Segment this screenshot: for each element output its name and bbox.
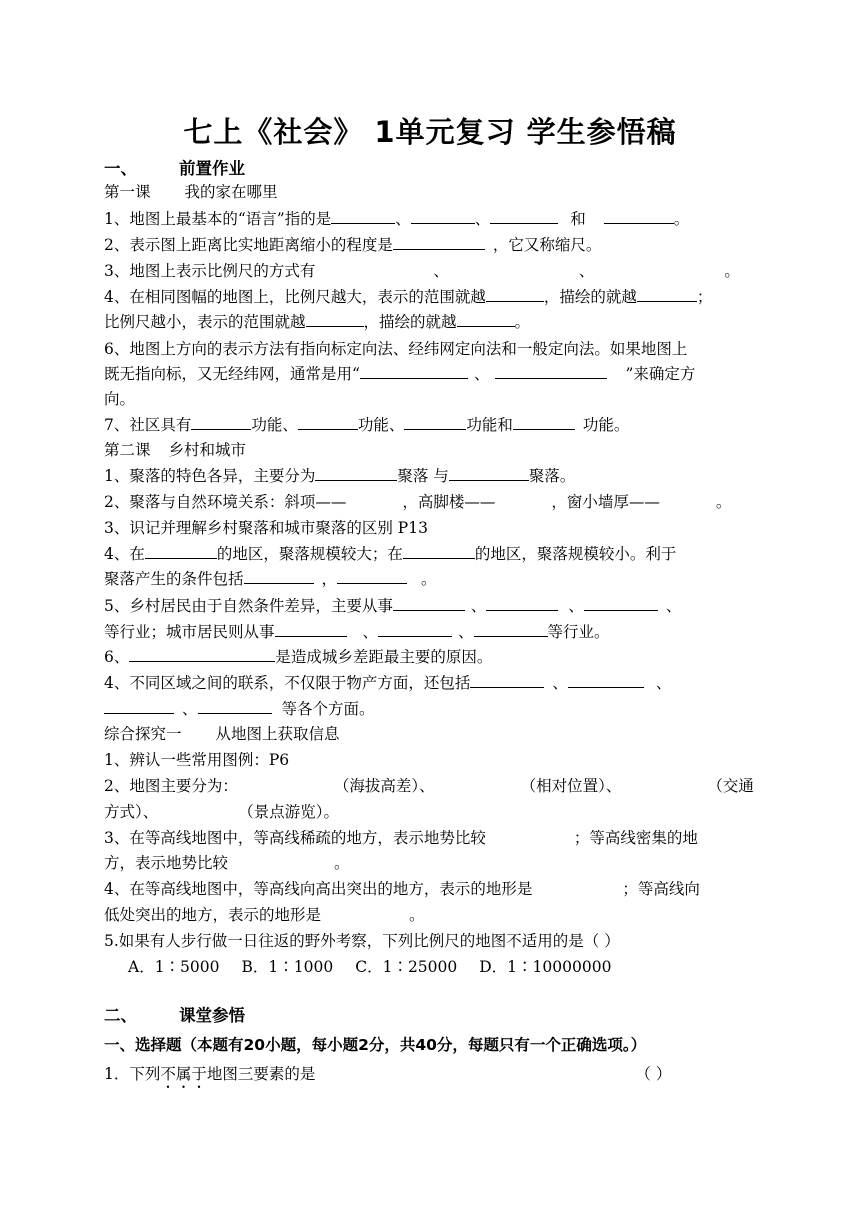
answer-blank[interactable] (337, 567, 407, 584)
explore-heading (104, 722, 760, 746)
question-line: 5.如果有人步行做一日往返的野外考察，下列比例尺的地图不适用的是（ ） (104, 932, 620, 950)
answer-blank[interactable] (404, 413, 466, 430)
question-line: 等行业；城市居民则从事 、 、 等行业。 (104, 620, 760, 644)
question-line: 3、识记并理解乡村聚落和城市聚落的区别 P13 (104, 519, 428, 537)
choice-option[interactable]: B．1∶1000 (241, 958, 334, 976)
answer-blank[interactable] (486, 594, 558, 611)
answer-blank[interactable] (403, 542, 475, 559)
section-heading-1 (104, 157, 760, 181)
question-line: 7、社区具有 功能、 功能、 功能和 功能。 (104, 413, 760, 437)
section-number: 一、 (104, 159, 137, 178)
question-line: 向。 (104, 390, 136, 408)
answer-blank[interactable] (470, 671, 544, 688)
question-line: 既无指向标，又无经纬网，通常是用“ 、 ”来确定方 (104, 362, 760, 386)
answer-blank[interactable] (457, 310, 515, 327)
section-label: 前置作业 (179, 159, 245, 178)
question-line: 1．下列不属于地图三要素的是 （ ） (104, 1065, 672, 1083)
answer-blank[interactable] (474, 620, 548, 637)
answer-blank[interactable] (604, 207, 674, 224)
question-line: 、 等各个方面。 (104, 697, 760, 721)
question-line: 低处突出的地方，表示的地形是 。 (104, 906, 425, 924)
answer-blank[interactable] (486, 285, 544, 302)
question-line: 2、聚落与自然环境关系：斜项—— ，高脚楼—— ，窗小墙厚—— 。 (104, 493, 732, 511)
choice-option[interactable]: D．1∶10000000 (479, 958, 612, 976)
emphasis-text: 不属于 (160, 1065, 207, 1083)
choice-options (128, 955, 784, 979)
question-line: 比例尺越小，表示的范围就越 ，描绘的就越 。 (104, 310, 760, 334)
answer-blank[interactable] (449, 464, 529, 481)
question-line: 4、在等高线地图中，等高线向高出突出的地方，表示的地形是 ；等高线向 (104, 880, 700, 898)
lesson-name: 第一课 (104, 183, 151, 201)
question-line: 3、地图上表示比例尺的方式有 、 、 。 (104, 262, 740, 280)
answer-blank[interactable] (145, 542, 217, 559)
question-line: 2、地图主要分为： （海拔高差）、 （相对位置）、 （交通 (104, 777, 754, 795)
lesson-1-heading (104, 180, 760, 204)
question-line: 5、乡村居民由于自然条件差异，主要从事 、 、 、 (104, 594, 760, 618)
answer-blank[interactable] (191, 413, 251, 430)
answer-blank[interactable] (495, 362, 607, 379)
section-number: 二、 (104, 1006, 137, 1025)
lesson-topic: 乡村和城市 (168, 441, 247, 459)
answer-blank[interactable] (378, 620, 452, 637)
answer-paren[interactable]: （ ） (635, 1065, 672, 1083)
answer-blank[interactable] (104, 697, 174, 714)
lesson-topic: 从地图上获取信息 (215, 725, 340, 743)
question-line: 1、聚落的特色各异，主要分为 聚落 与 聚落。 (104, 464, 760, 488)
section-label: 课堂参悟 (179, 1006, 245, 1025)
question-line: 6、地图上方向的表示方法有指向标定向法、经纬网定向法和一般定向法。如果地图上 (104, 340, 688, 358)
question-line: 1、辨认一些常用图例：P6 (104, 751, 290, 769)
answer-blank[interactable] (637, 285, 697, 302)
lesson-topic: 我的家在哪里 (184, 183, 278, 201)
answer-blank[interactable] (129, 645, 275, 662)
answer-blank[interactable] (331, 207, 395, 224)
answer-blank[interactable] (393, 594, 465, 611)
answer-blank[interactable] (298, 413, 358, 430)
question-line: 4、在相同图幅的地图上，比例尺越大，表示的范围就越 ，描绘的就越 ； (104, 285, 760, 309)
answer-blank[interactable] (275, 620, 347, 637)
question-line: 4、不同区域之间的联系，不仅限于物产方面，还包括 、 、 (104, 671, 760, 695)
answer-blank[interactable] (513, 413, 575, 430)
choice-option[interactable]: A．1∶5000 (128, 958, 220, 976)
answer-blank[interactable] (568, 671, 644, 688)
question-line: 1、地图上最基本的“语言”指的是 、 、 和 。 (104, 207, 760, 231)
lesson-name: 第二课 (104, 441, 151, 459)
question-line: 方，表示地势比较 。 (104, 854, 350, 872)
question-line: 6、 是造成城乡差距最主要的原因。 (104, 645, 760, 669)
subsection-heading: 一、选择题（本题有20小题，每小题2分，共40分，每题只有一个正确选项。） (104, 1036, 647, 1054)
answer-blank[interactable] (360, 362, 468, 379)
answer-blank[interactable] (315, 464, 397, 481)
question-line: 方式）、 （景点游览）。 (104, 803, 340, 821)
page-title: 七上《社会》 1单元复习 学生参悟稿 (183, 115, 677, 149)
question-line: 聚落产生的条件包括 ， 。 (104, 567, 760, 591)
answer-blank[interactable] (306, 310, 364, 327)
question-line: 3、在等高线地图中，等高线稀疏的地方，表示地势比较 ；等高线密集的地 (104, 829, 698, 847)
lesson-2-heading (104, 438, 760, 462)
answer-blank[interactable] (244, 567, 314, 584)
answer-blank[interactable] (490, 207, 558, 224)
question-line: 2、表示图上距离比实地距离缩小的程度是 ，它又称缩尺。 (104, 233, 760, 257)
answer-blank[interactable] (411, 207, 475, 224)
section-heading-2 (104, 1004, 760, 1028)
choice-option[interactable]: C．1∶25000 (355, 958, 458, 976)
answer-blank[interactable] (584, 594, 658, 611)
question-line: 4、在 的地区，聚落规模较大；在 的地区，聚落规模较小。利于 (104, 542, 760, 566)
answer-blank[interactable] (198, 697, 272, 714)
lesson-name: 综合探究一 (104, 725, 182, 743)
answer-blank[interactable] (393, 233, 485, 250)
